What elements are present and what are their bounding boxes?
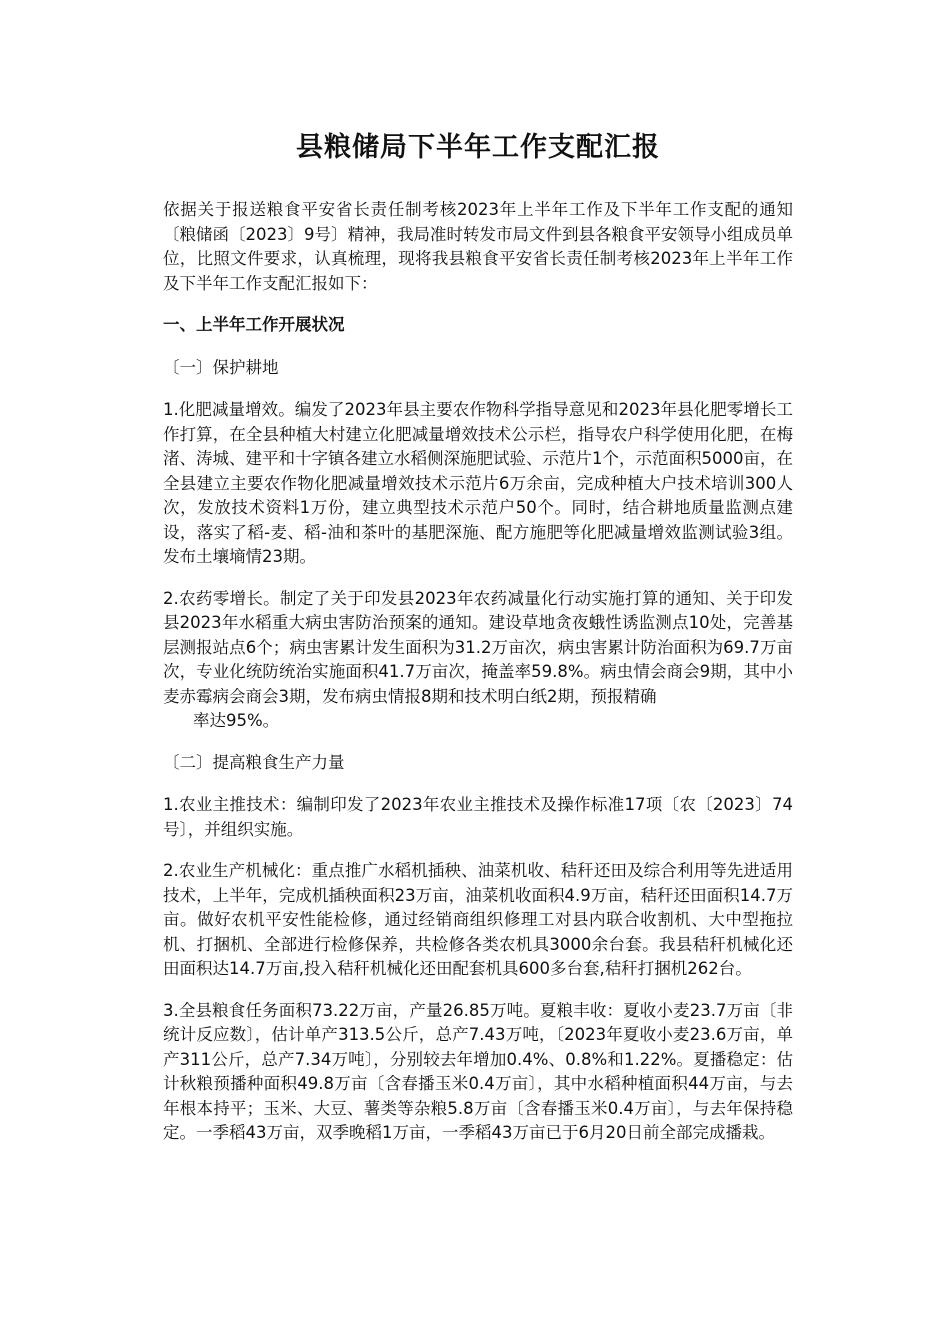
pesticide-paragraph-body: 2.农药零增长。制定了关于印发县2023年农药减量化行动实施打算的通知、关于印发县2023年水稻重大病虫害防治预案的通知。建设草地贪夜蛾性诱监测点10处，完善基层测报站点6个；病虫害累计发生面积为31.2万亩次，病虫害累计防治面积为69.7万亩次，专业化统防统治实施面积41.7万亩次，掩盖率59.8%。病虫情会商会9期，其中小麦赤霉病会商会3期，发布病虫情报8期和技术明白纸2期，预报精确: [163, 588, 793, 706]
section-heading-first-half: 一、上半年工作开展状况: [163, 315, 345, 334]
paragraph-main-technologies: 1.农业主推技术：编制印发了2023年农业主推技术及操作标准17项〔农〔2023〕74号〕，并组织实施。: [163, 795, 793, 839]
paragraph-mechanization: 2.农业生产机械化：重点推广水稻机插秧、油菜机收、秸秆还田及综合利用等先进适用技术，上半年，完成机插秧面积23万亩，油菜机收面积4.9万亩，秸秆还田面积14.7万亩。做好农机平安性能检修，通过经销商组织修理工对县内联合收割机、大中型拖拉机、打捆机、全部进行检修保养，共检修各类农机具3000余台套。我县秸秆机械化还田面积达14.7万亩,投入秸秆机械化还田配套机具600多台套,秸秆打捆机262台。: [163, 861, 793, 978]
subsection-heading-grain-capacity: 〔二〕提高粮食生产力量: [163, 752, 345, 772]
document-page: [163, 128, 793, 1163]
paragraph-fertilizer-reduction: 1.化肥减量增效。编发了2023年县主要农作物科学指导意见和2023年县化肥零增长工作打算，在全县种植大村建立化肥减量增效技术公示栏，指导农户科学使用化肥，在梅渚、涛城、建平和十字镇各建立水稻侧深施肥试验、示范片1个，示范面积5000亩，在全县建立主要农作物化肥减量增效技术示范片6万余亩，完成种植大户技术培训300人次，发放技术资料1万份，建立典型技术示范户50个。同时，结合耕地质量监测点建设，落实了稻-麦、稻-油和茶叶的基肥深施、配方施肥等化肥减量增效监测试验3组。发布土壤墒情23期。: [163, 400, 793, 566]
document-title: 县粮储局下半年工作支配汇报: [296, 132, 660, 163]
subsection-heading-protect-farmland: 〔一〕保护耕地: [163, 357, 279, 377]
intro-paragraph: 依据关于报送粮食平安省长责任制考核2023年上半年工作及下半年工作支配的通知〔粮储函〔2023〕9号〕精神，我局准时转发市局文件到县各粮食平安领导小组成员单位，比照文件要求，认真梳理，现将我县粮食平安省长责任制考核2023年上半年工作及下半年工作支配汇报如下：: [163, 200, 793, 293]
pesticide-paragraph-tail: 率达95%。: [193, 711, 280, 730]
paragraph-pesticide-zero-growth: [163, 587, 793, 734]
paragraph-grain-output: 3.全县粮食任务面积73.22万亩，产量26.85万吨。夏粮丰收：夏收小麦23.7万亩〔非统计反应数〕，估计单产313.5公斤，总产7.43万吨，〔2023年夏收小麦23.6万亩，单产311公斤，总产7.34万吨〕，分别较去年增加0.4%、0.8%和1.22%。夏播稳定：估计秋粮预播种面积49.8万亩〔含春播玉米0.4万亩〕，其中水稻种植面积44万亩，与去年根本持平；玉米、大豆、薯类等杂粮5.8万亩〔含春播玉米0.4万亩〕，与去年保持稳定。一季稻43万亩，双季晚稻1万亩，一季稻43万亩已于6月20日前全部完成播栽。: [163, 1000, 793, 1142]
